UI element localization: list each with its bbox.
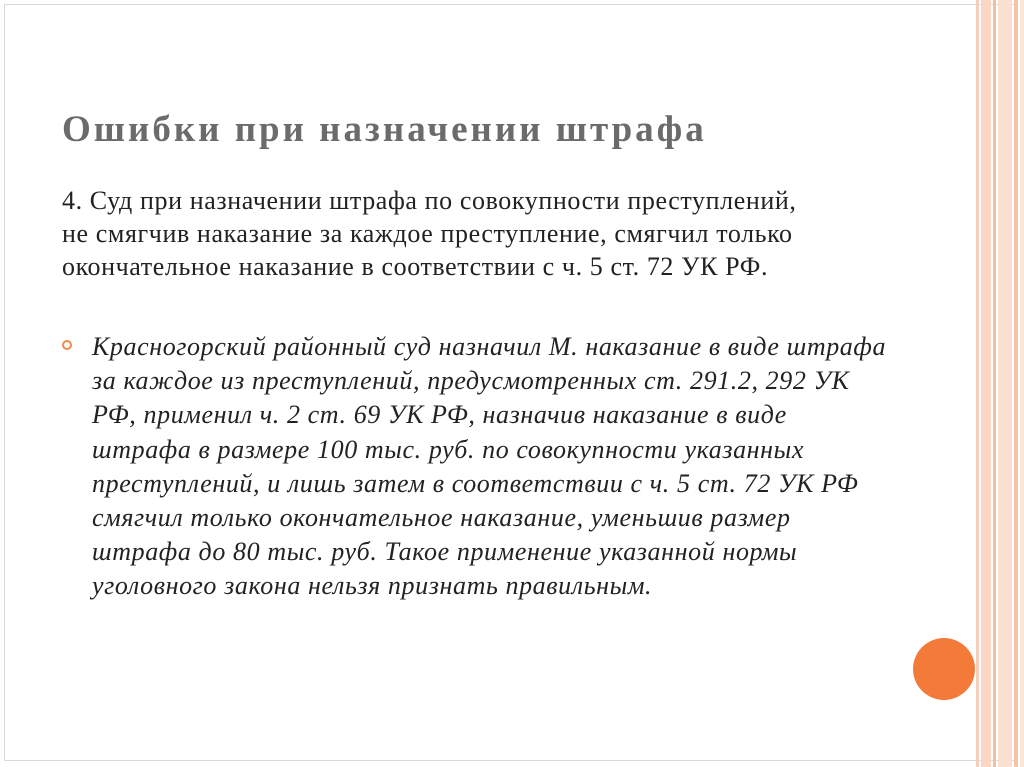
ring-bullet-icon [62, 340, 72, 350]
slide-title: Ошибки при назначении штрафа [62, 109, 707, 150]
stripe [998, 0, 1012, 767]
intro-paragraph: 4. Суд при назначении штрафа по совокупности преступлений, не смягчив наказание за каждое преступление, смягчил только окончательное наказание в соответствии с ч. 5 ст. 72 УК РФ. [62, 186, 797, 281]
stripe [993, 0, 996, 767]
decorative-stripes [976, 0, 1024, 767]
stripe [1020, 0, 1024, 767]
stripe [1014, 0, 1018, 767]
bullet-text: Красногорский районный суд назначил М. наказание в виде штрафа за каждое из преступлений, предусмотренных ст. 291.2, 292 УК РФ, применил ч. 2 ст. 69 УК РФ, назначив наказание в виде штрафа в размере 100 тыс. руб. по совокупности указанных преступлений, и лишь затем в соответствии с ч. 5 ст. 72 УК РФ смягчил только окончательное наказание, уменьшив размер штрафа до 80 тыс. руб. Такое применение указанной нормы уголовного закона нельзя признать правильным. [92, 332, 887, 601]
stripe [976, 0, 979, 767]
orange-circle-decoration [913, 638, 975, 700]
stripe [981, 0, 991, 767]
